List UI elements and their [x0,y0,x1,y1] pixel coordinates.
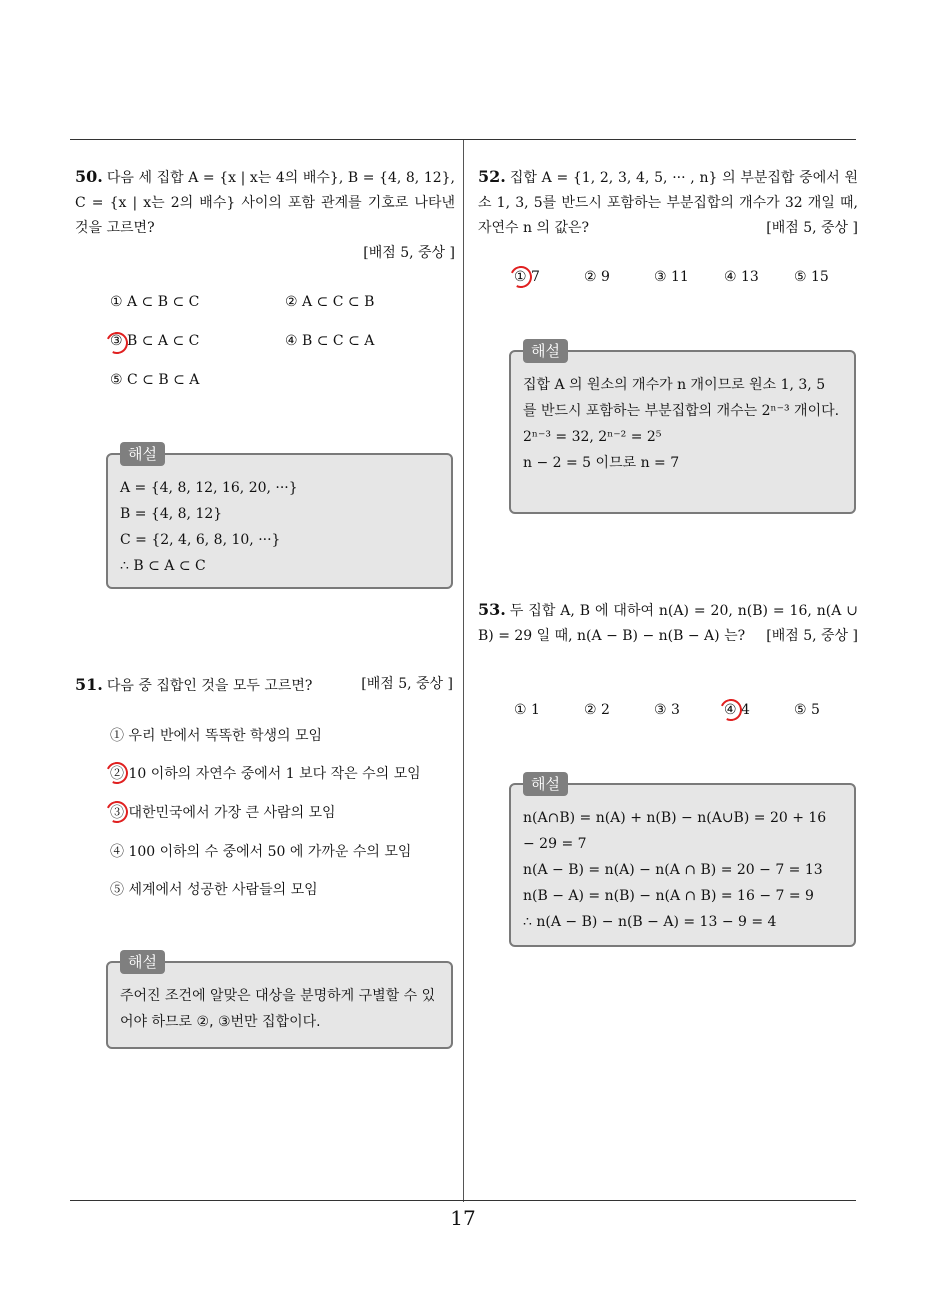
question-number: 52. [478,167,506,186]
solution-line: n(A − B) = n(A) − n(A ∩ B) = 20 − 7 = 13 [523,862,823,878]
solution-text: 집합 A 의 원소의 개수가 n 개이므로 원소 1, 3, 5 를 반드시 포함하는 부분집합의 개수는 2ⁿ⁻³ 개이다. [523,377,840,419]
question-number: 50. [75,167,103,186]
answer-mark [717,696,745,724]
solution-tag: 해설 [523,772,568,796]
solution-text: 주어진 조건에 알맞은 대상을 분명하게 구별할 수 있어야 하므로 ②, ③번만 집합이다. [120,988,436,1030]
question-text: 두 집합 A, B 에 대하여 n(A) = 20, n(B) = 16, n(A ∪ B) = 29 일 때, n(A − B) − n(B − A) 는? [478,603,858,644]
column-divider [463,140,464,1202]
score-label: [배점 5, 중상 ] [361,676,453,692]
score-label: [배점 5, 중상 ] [766,220,858,236]
score-label: [배점 5, 중상 ] [363,245,455,261]
option-1[interactable]: ① 7 [514,269,540,285]
question-51 [75,672,453,699]
question-52 [478,164,858,241]
solution-box [106,445,453,589]
option-1[interactable]: ① 1 [514,702,540,718]
footer-rule [70,1200,856,1201]
answer-mark [507,263,535,291]
option-1[interactable]: ① A ⊂ B ⊂ C [110,294,200,310]
solution-box [509,342,856,514]
question-50 [75,164,455,266]
solution-tag: 해설 [120,442,165,466]
option-5[interactable]: ⑤ 5 [794,702,820,718]
option-2[interactable]: ② A ⊂ C ⊂ B [285,294,375,310]
option-5[interactable]: ⑤ 15 [794,269,829,285]
question-text: 집합 A = {1, 2, 3, 4, 5, ··· , n} 의 부분집합 중에서 원소 1, 3, 5를 반드시 포함하는 부분집합의 개수가 32 개일 때, 자연수 n 의 값은? [478,170,858,236]
question-53 [478,597,858,649]
option-3[interactable]: ③ 3 [654,702,680,718]
option-5[interactable]: ⑤ 세계에서 성공한 사람들의 모임 [110,882,318,898]
option-4[interactable]: ④ 4 [724,702,750,718]
solution-line: 2ⁿ⁻³ = 32, 2ⁿ⁻² = 2⁵ [523,429,662,445]
option-2[interactable]: ② 10 이하의 자연수 중에서 1 보다 작은 수의 모임 [110,766,421,782]
option-3[interactable]: ③ 11 [654,269,689,285]
page-number: 17 [450,1206,476,1230]
solution-tag: 해설 [120,950,165,974]
solution-line: n − 2 = 5 이므로 n = 7 [523,455,680,471]
option-5[interactable]: ⑤ C ⊂ B ⊂ A [110,372,200,388]
score-label: [배점 5, 중상 ] [766,628,858,644]
option-4[interactable]: ④ 100 이하의 수 중에서 50 에 가까운 수의 모임 [110,844,412,860]
option-3[interactable]: ③ B ⊂ A ⊂ C [110,333,200,349]
solution-line: ∴ n(A − B) − n(B − A) = 13 − 9 = 4 [523,914,777,930]
solution-box [106,953,453,1049]
solution-box [509,775,856,947]
option-4[interactable]: ④ B ⊂ C ⊂ A [285,333,375,349]
solution-line: ∴ B ⊂ A ⊂ C [120,558,206,574]
solution-line: n(A∩B) = n(A) + n(B) − n(A∪B) = 20 + 16 − 29 = 7 [523,810,827,852]
question-text: 다음 중 집합인 것을 모두 고르면? [106,678,313,694]
solution-tag: 해설 [523,339,568,363]
question-number: 53. [478,600,506,619]
option-4[interactable]: ④ 13 [724,269,759,285]
solution-line: n(B − A) = n(B) − n(A ∩ B) = 16 − 7 = 9 [523,888,814,904]
question-text: 다음 세 집합 A = {x | x는 4의 배수}, B = {4, 8, 12}, C = {x | x는 2의 배수} 사이의 포함 관계를 기호로 나타낸 것을 고르면? [75,170,455,236]
option-2[interactable]: ② 2 [584,702,610,718]
option-2[interactable]: ② 9 [584,269,610,285]
option-1[interactable]: ① 우리 반에서 똑똑한 학생의 모임 [110,728,323,744]
solution-line: B = {4, 8, 12} [120,506,223,522]
question-number: 51. [75,675,103,694]
option-3[interactable]: ③ 대한민국에서 가장 큰 사람의 모임 [110,805,336,821]
solution-line: A = {4, 8, 12, 16, 20, ···} [120,480,298,496]
solution-line: C = {2, 4, 6, 8, 10, ···} [120,532,281,548]
